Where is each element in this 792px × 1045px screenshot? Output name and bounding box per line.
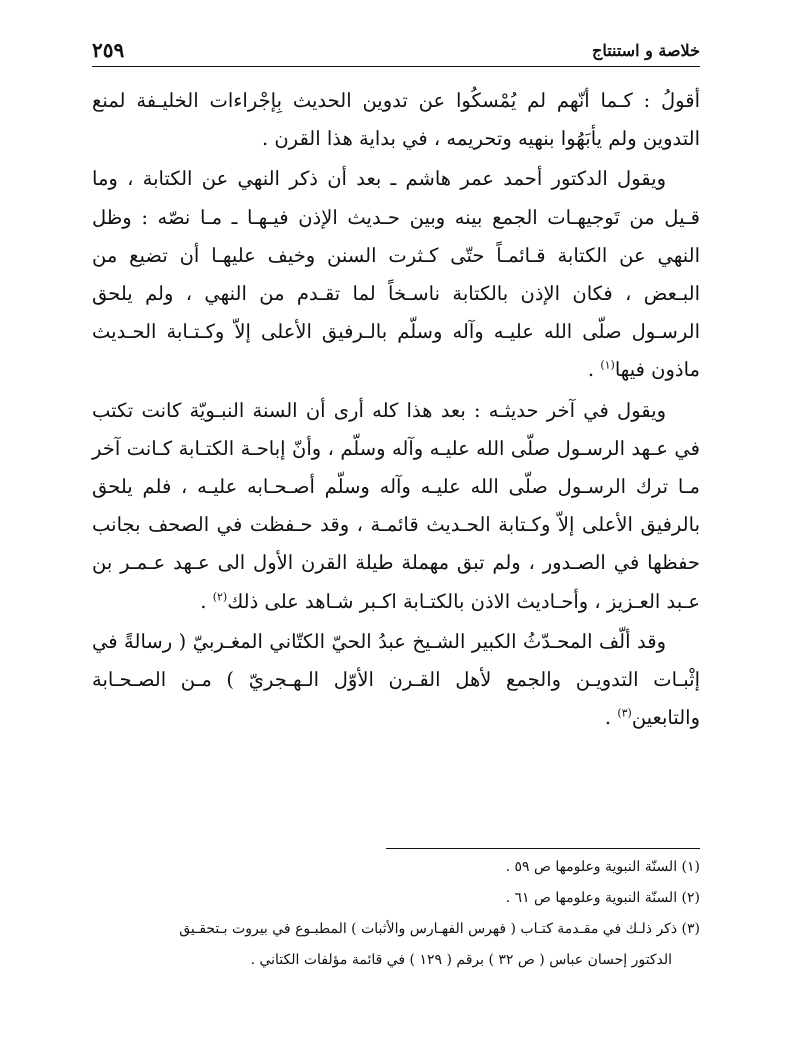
paragraph-text: وقد ألّف المحـدّثُ الكبير الشـيخ عبدُ الحيّ الكتّاني المغـربيّ ( رسالةً في إثْبـات التدويـن والجمع لأهل القـرن الأوّل الـهـجريّ ) مـن الصـحـابة والتابعين bbox=[92, 629, 700, 730]
running-title: خلاصة و استنتاج bbox=[591, 41, 700, 60]
paragraph bbox=[92, 160, 700, 389]
paragraph-text: ويقول الدكتور أحمد عمر هاشم ـ بعد أن ذكر النهي عن الكتابة ، وما قـيل من تَوجيهـات الجمع بينه وبين حـديث الإذن فيـهـا ـ مـا نصّه : وظل النهي عن الكتابة قـائمـاً حتّى كـثرت السنن وخيف عليهـا أن تضيع من البـعض ، فكان الإذن بالكتابة ناسـخاً لما تقـدم من النهي ، ولم يلحق الرسـول صلّى الله عليـه وآله وسلّم بالـرفيق الأعلى إلاّ وكـتـابة الحـديث ماذون فيها bbox=[92, 167, 700, 382]
footnotes bbox=[92, 852, 700, 976]
paragraph bbox=[92, 623, 700, 738]
paragraph-tail: . bbox=[587, 358, 601, 382]
footnote-separator bbox=[386, 848, 700, 849]
footnote: (٢) السنّة النبوية وعلومها ص ٦١ . bbox=[505, 890, 700, 906]
footnote-continuation: الدكتور إحسان عباس ( ص ٣٢ ) برقم ( ١٢٩ ) في قائمة مؤلفات الكتاني . bbox=[250, 952, 672, 968]
footnote-ref: (٣) bbox=[617, 706, 632, 720]
page-number: ٢٥٩ bbox=[92, 38, 125, 62]
paragraph bbox=[92, 82, 700, 158]
footnote: (٣) ذكر ذلـك في مقـدمة كتـاب ( فهرس الفهـارس والأثبات ) المطبـوع في بيروت بـتحقـيق bbox=[179, 921, 700, 937]
paragraph-text: ويقول في آخر حديثـه : بعد هذا كله أرى أن السنة النبـويّة كانت تكتب في عـهد الرسـول صلّى الله عليـه وآله وسلّم ، وأنّ إباحـة الكتـابة كـانت آخر مـا ترك الرسـول صلّى الله عليـه وآله وسلّم أصـحـابه عليـه ، فلم يلحق بالرفيق الأعلى إلاّ وكـتابة الحـديث قائمـة ، وقد حـفظت في الصحف بجانب حفظها في الصـدور ، ولم تبق مهملة طيلة القرن الأول الى عـهد عـمـر بن عـبد العـزيز ، وأحـاديث الاذن بالكتـابة اكـبر شـاهد على ذلك bbox=[92, 398, 700, 613]
paragraph-text: أقولُ : كـما أنّهم لم يُمْسكُوا عن تدوين الحديث بِإجْراءات الخليـفة لمنع التدوين ولم يأبَهُوا بنهيه وتحريمه ، في بداية هذا القرن . bbox=[92, 89, 700, 151]
footnote-ref: (١) bbox=[600, 358, 615, 372]
paragraph-tail: . bbox=[200, 589, 213, 613]
paragraph bbox=[92, 392, 700, 621]
footnote-ref: (٢) bbox=[212, 590, 228, 604]
paragraph-tail: . bbox=[604, 706, 618, 730]
footnote: (١) السنّة النبوية وعلومها ص ٥٩ . bbox=[505, 859, 700, 875]
main-text bbox=[92, 82, 700, 739]
page-header bbox=[92, 30, 700, 67]
